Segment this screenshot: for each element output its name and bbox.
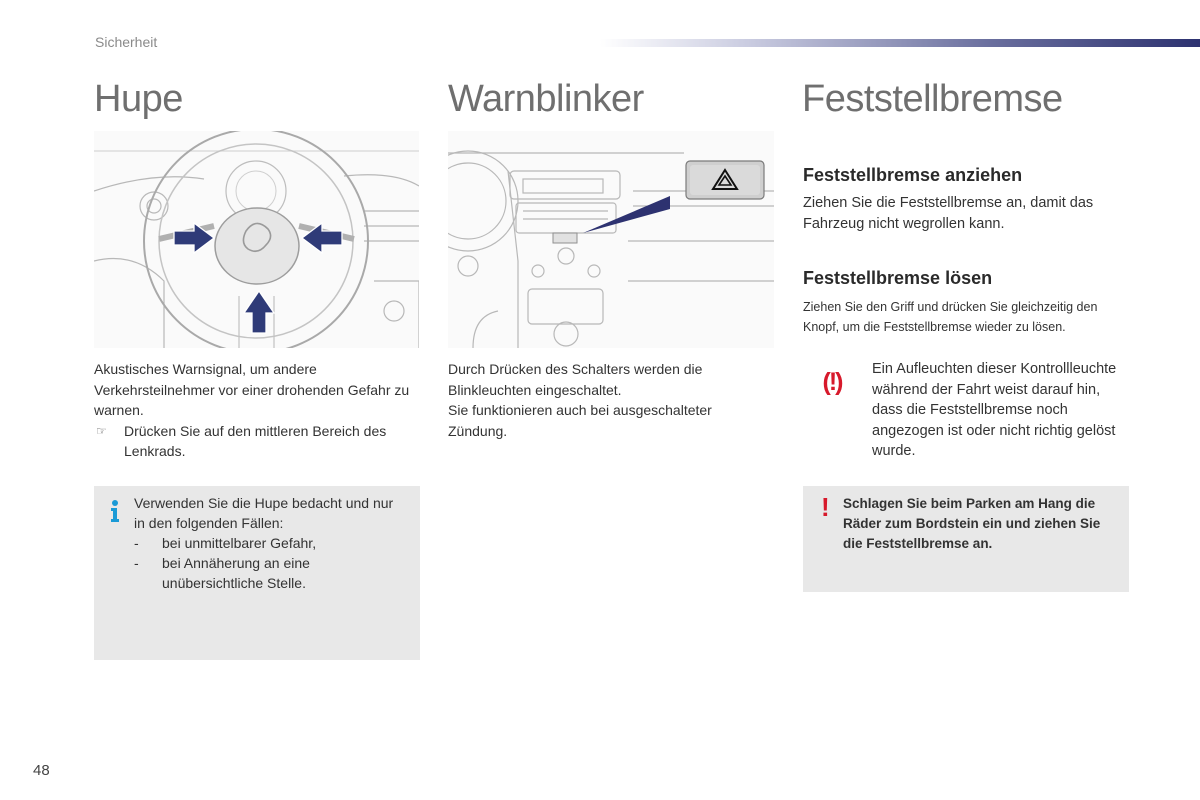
parking-notice-box [803,486,1129,592]
apply-text: Ziehen Sie die Feststellbremse an, damit das Fahrzeug nicht wegrollen kann. [803,195,1094,232]
hupe-info-text: Verwenden Sie die Hupe bedacht und nur in den folgenden Fällen: [134,495,394,531]
hupe-info-box [94,486,420,660]
exclamation-icon: ! [821,492,830,522]
hand-pointer-icon: ☞ [96,423,107,438]
warnblinker-title: Warnblinker [448,78,644,120]
press-arrow-up-icon [244,291,274,333]
warnblinker-line2: Sie funktionieren auch bei ausgeschalteter Zündung. [448,402,712,439]
hupe-bullet-text: Drücken Sie auf den mittleren Bereich des Lenkrads. [124,422,387,459]
header-gradient-bar [600,39,1200,47]
list-item: - bei unmittelbarer Gefahr, [134,535,317,551]
brake-warning-light-icon: (!) [822,367,842,396]
hupe-description: Akustisches Warnsignal, um andere Verkehrsteilnehmer vor einer drohenden Gefahr zu warnen. [94,361,410,418]
page-number: 48 [33,762,50,779]
dashboard-console-illustration [448,131,774,348]
pointer-line [583,196,670,233]
section-label: Sicherheit [95,34,158,50]
feststellbremse-title: Feststellbremse [802,78,1063,120]
release-text: Ziehen Sie den Griff und drücken Sie gleichzeitig den Knopf, um die Feststellbremse wieder zu lösen. [803,300,1098,334]
hupe-bullet [94,421,419,462]
warnblinker-line1: Durch Drücken des Schalters werden die Blinkleuchten eingeschaltet. [448,361,703,398]
steering-wheel-illustration [94,131,419,348]
release-heading: Feststellbremse lösen [803,268,993,288]
parking-notice-text: Schlagen Sie beim Parken am Hang die Räder zum Bordstein ein und ziehen Sie die Feststellbremse an. [843,496,1101,551]
info-icon [108,499,122,523]
hupe-title: Hupe [94,78,183,120]
list-item: - bei Annäherung an eine unübersichtliche Stelle. [134,555,310,591]
apply-heading: Feststellbremse anziehen [803,165,1023,185]
warning-light-text: Ein Aufleuchten dieser Kontrollleuchte während der Fahrt weist darauf hin, dass die Feststellbremse noch angezogen ist oder nicht richtig gelöst wurde. [872,361,1117,459]
hazard-switch-icon [686,161,764,199]
